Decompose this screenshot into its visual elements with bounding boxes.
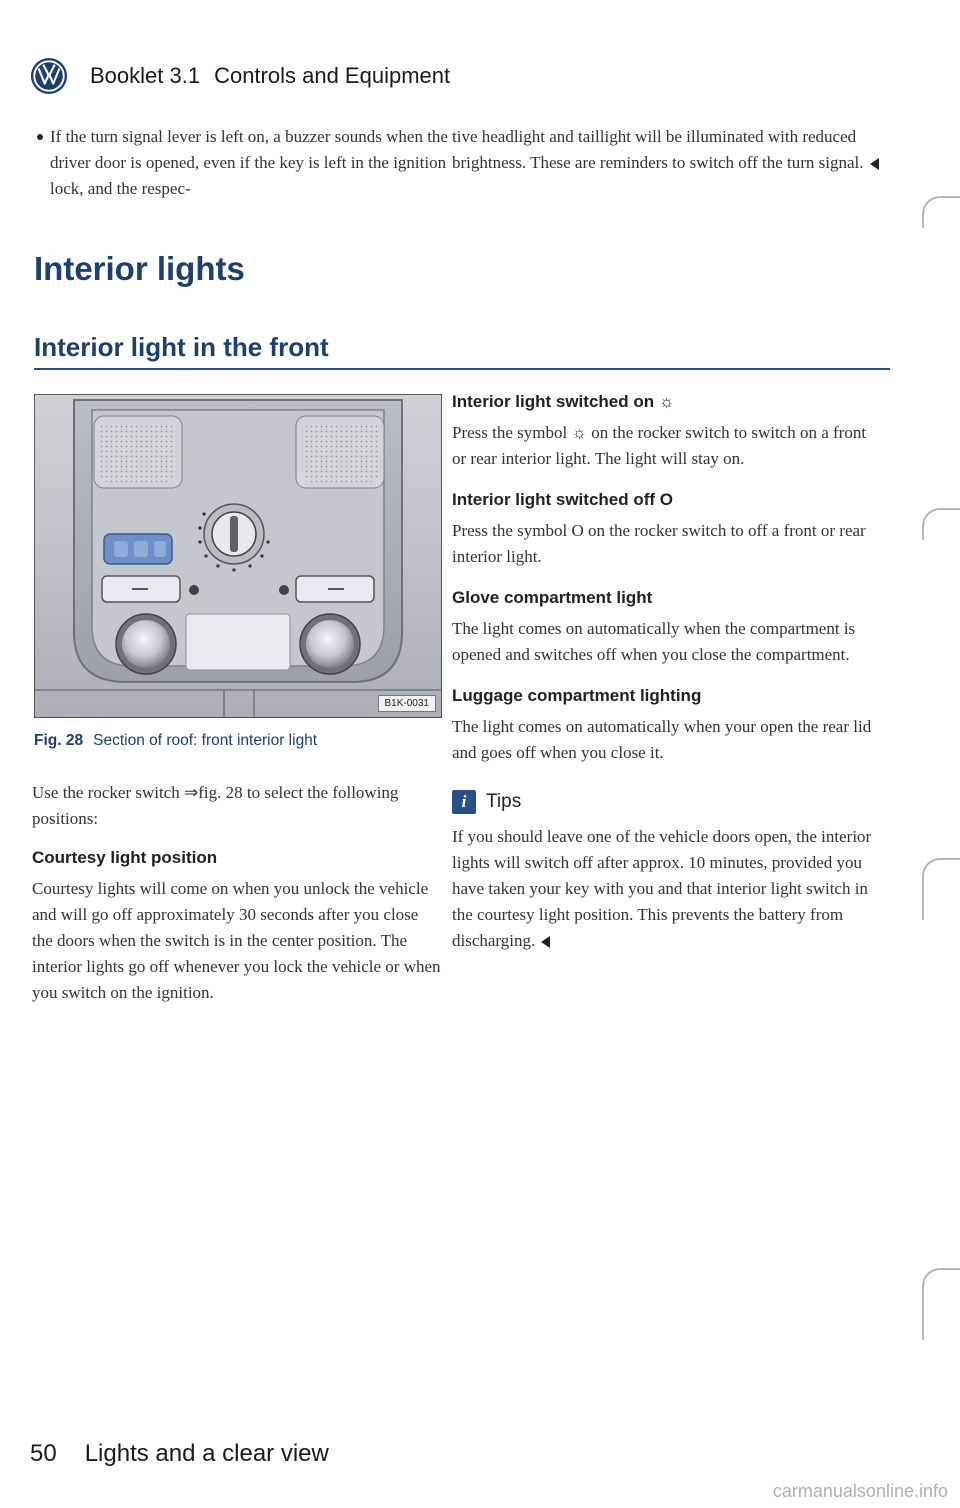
switched-on-heading (452, 392, 884, 412)
roof-console-illustration (34, 394, 442, 718)
interior-light-symbol-icon: ☼ (658, 392, 675, 411)
heading-rule (34, 368, 890, 370)
bullet-icon (37, 134, 43, 140)
end-of-section-icon (870, 158, 879, 170)
glove-text: The light comes on automatically when the compartment is opened and switches off when you close the compartment. (452, 619, 856, 664)
switched-on-title: Interior light switched on (452, 392, 655, 411)
main-heading: Interior lights (34, 250, 245, 287)
end-of-section-icon (541, 936, 550, 948)
tips-header (452, 790, 884, 814)
figure-number: Fig. 28 (34, 732, 84, 749)
sub-heading: Interior light in the front (34, 332, 329, 362)
booklet-label: Booklet 3.1 (90, 63, 201, 88)
usage-text: Use the rocker switch ⇒fig. 28 to select the following positions: (32, 783, 399, 828)
figure-code: B1K-0031 (378, 695, 436, 712)
figure-front-interior-light (34, 394, 442, 718)
courtesy-heading: Courtesy light position (32, 848, 218, 867)
page-number: 50 (30, 1440, 57, 1467)
header-title (90, 63, 450, 89)
tips-text: If you should leave one of the vehicle doors open, the interior lights will switch off after approx. 10 minutes, provided you have taken your key with you and that interior light switch in the courtesy light position. This prevents the battery from discharging. (452, 827, 872, 950)
margin-tab-mark (922, 196, 960, 228)
watermark: carmanualsonline.info (772, 1481, 948, 1501)
switched-off-text: Press the symbol O on the rocker switch to off a front or rear interior light. (452, 521, 866, 566)
page-header (30, 52, 450, 100)
margin-tab-mark (922, 508, 960, 540)
margin-tab-mark (922, 1268, 960, 1340)
intro-continued-text: tive headlight and taillight will be illuminated with reduced brightness. These are reminders to switch off the turn signal. (452, 127, 864, 172)
chapter-title: Lights and a clear view (84, 1440, 329, 1467)
margin-tab-mark (922, 858, 960, 920)
section-title: Controls and Equipment (214, 63, 451, 88)
intro-text: If the turn signal lever is left on, a buzzer sounds when the driver door is opened, even if the key is left in the ignition lock, and the respec- (50, 127, 448, 198)
right-column (452, 392, 884, 954)
info-icon: i (452, 790, 476, 814)
figure-caption (34, 732, 317, 750)
intro-continued (452, 124, 882, 176)
courtesy-text: Courtesy lights will come on when you unlock the vehicle and will go off approximately 30 seconds after you close the doors when the switch is in the center position. The interior lights go off whenever you lock the vehicle or when you switch on the ignition. (32, 879, 441, 1002)
vw-logo-icon (30, 57, 68, 95)
left-column (32, 780, 442, 1006)
intro-paragraph (32, 124, 460, 202)
figure-caption-text: Section of roof: front interior light (93, 732, 318, 749)
switched-off-heading: Interior light switched off O (452, 490, 673, 509)
tips-title: Tips (486, 791, 522, 812)
luggage-heading: Luggage compartment lighting (452, 686, 702, 705)
glove-heading: Glove compartment light (452, 588, 653, 607)
page-footer (30, 1440, 329, 1468)
switched-on-text: Press the symbol ☼ on the rocker switch to switch on a front or rear interior light. The light will stay on. (452, 423, 867, 468)
luggage-text: The light comes on automatically when your open the rear lid and goes off when you close it. (452, 717, 872, 762)
